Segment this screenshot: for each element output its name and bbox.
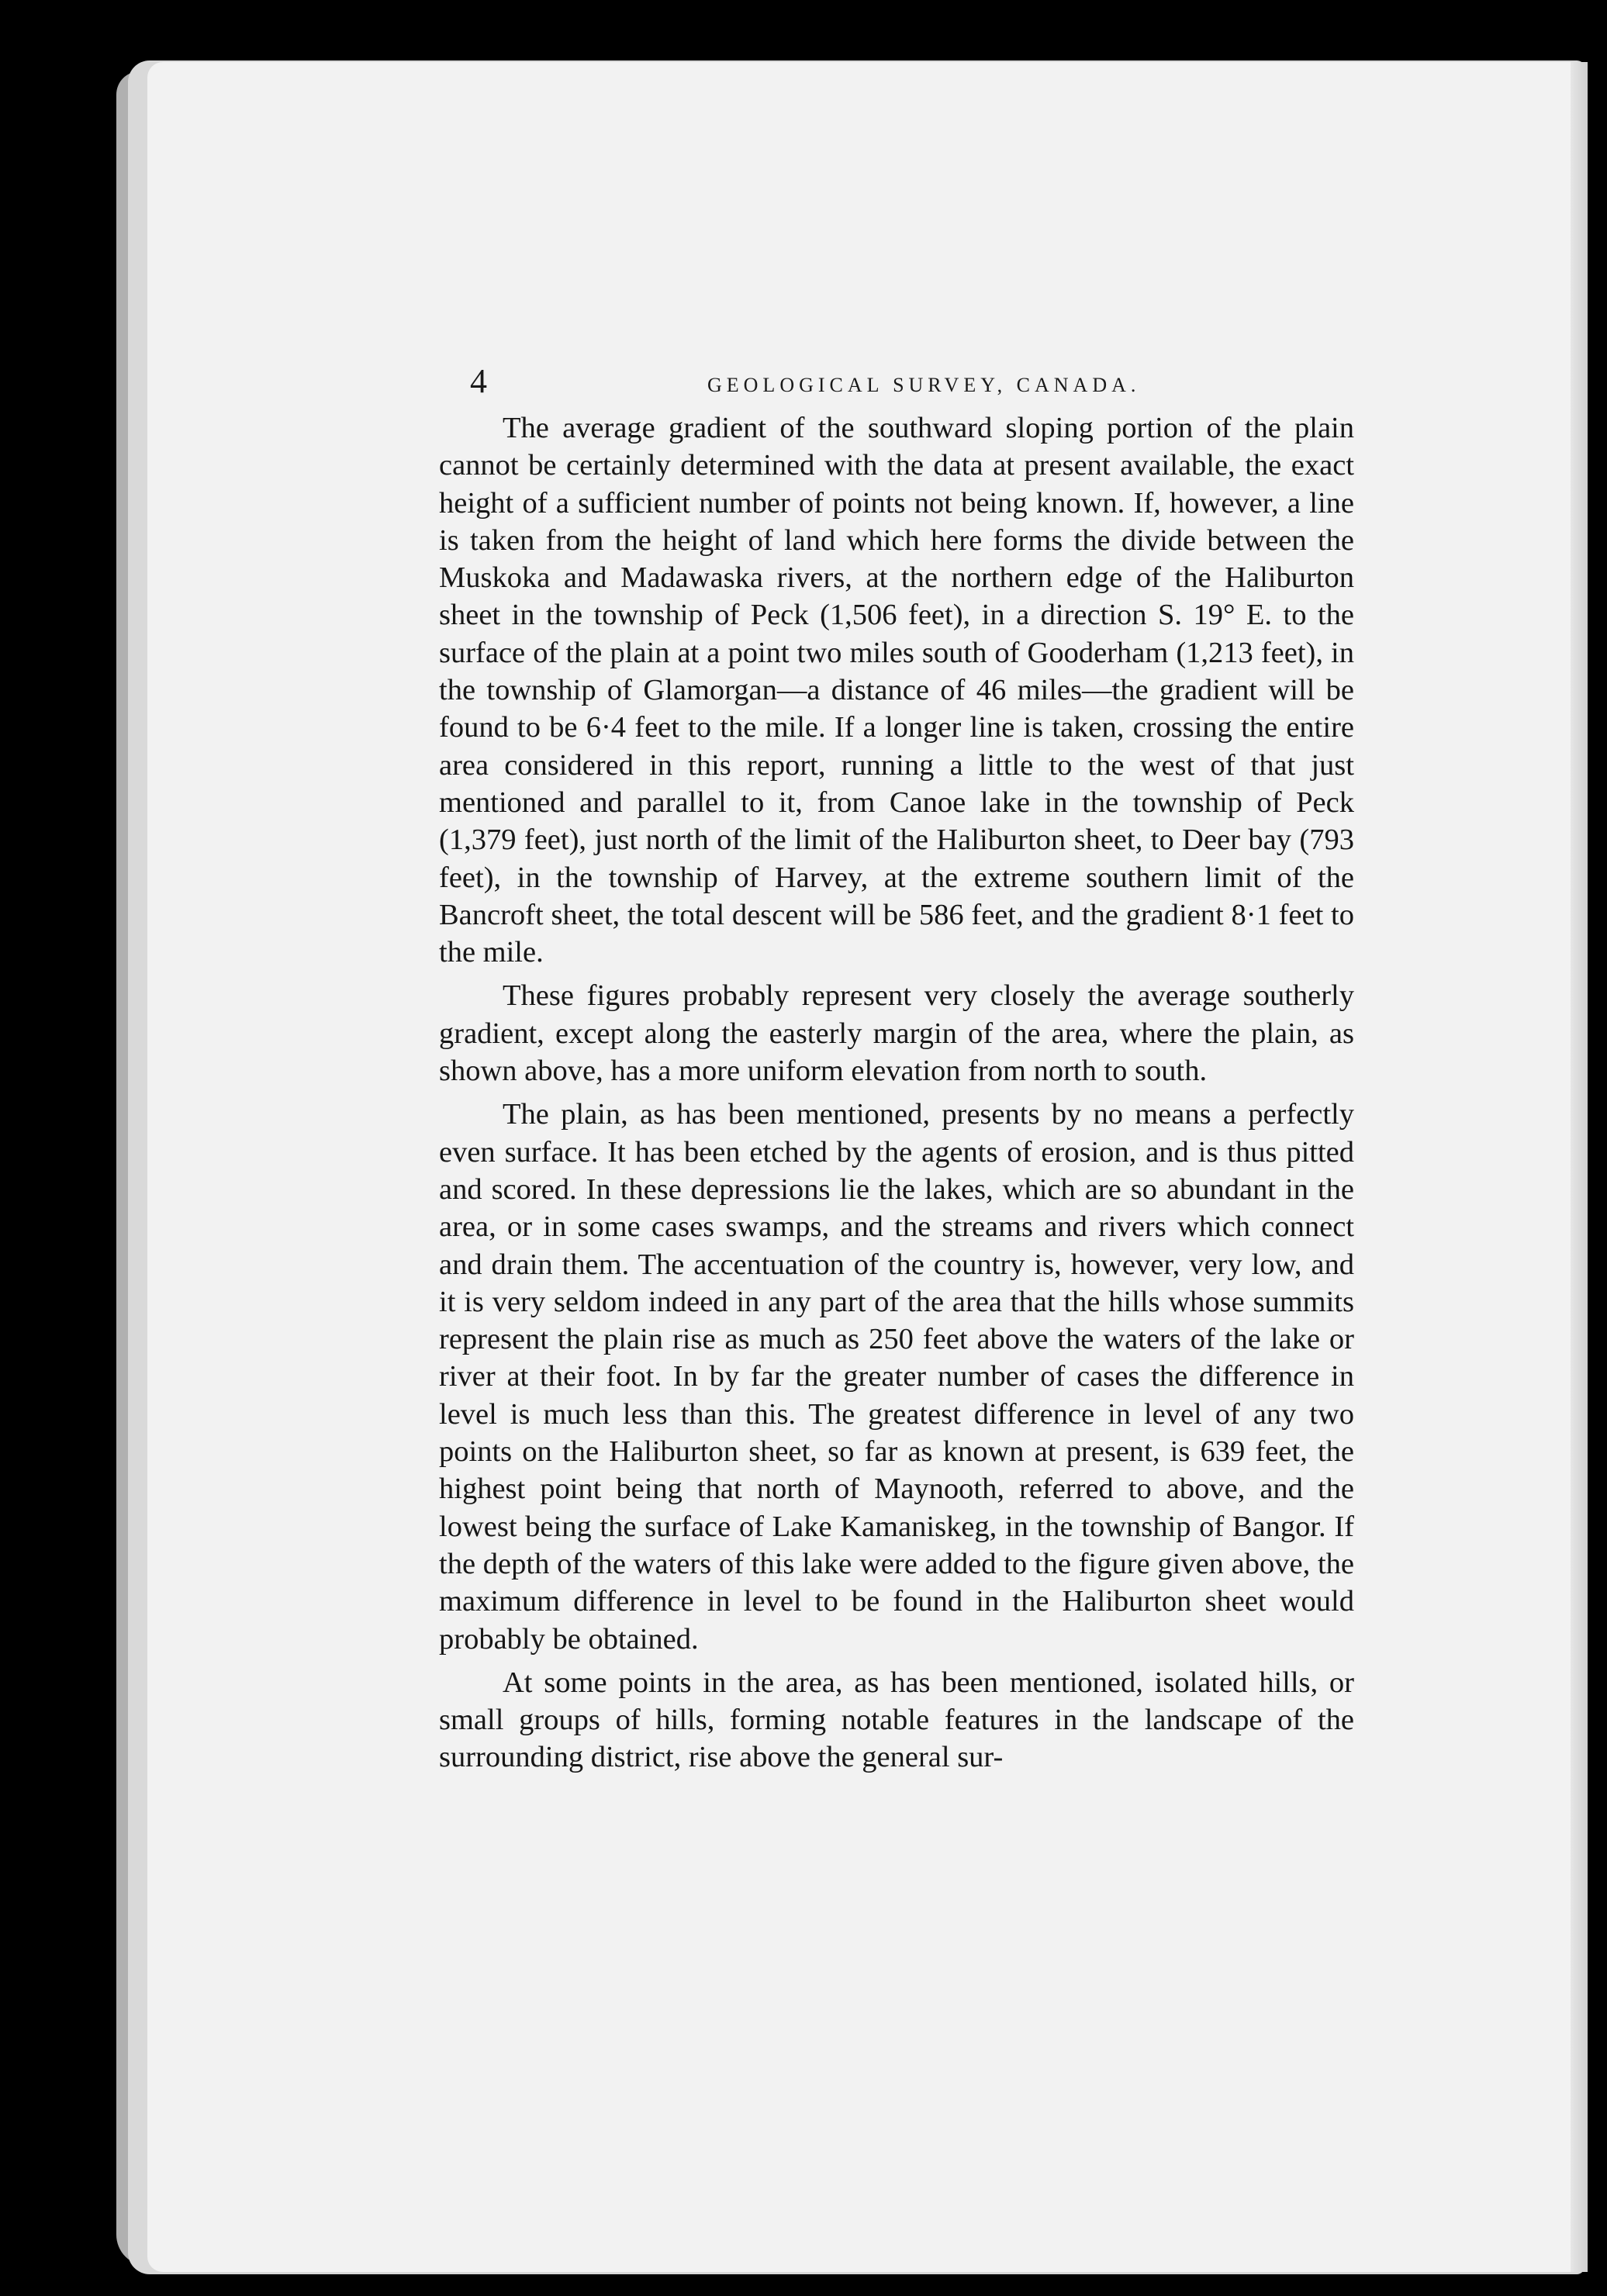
paragraph: At some points in the area, as has been mentioned, isolated hills, or small groups of hills, forming notable features in the landscape of the surrounding district, rise above the general sur- [439,1666,1354,1774]
page-header [470,361,1354,408]
paragraph: These figures probably represent very closely the average southerly gradient, except along the easterly margin of the area, where the plain, as shown above, has a more uniform elevation from north to south. [439,979,1354,1088]
body-text [439,409,1354,1783]
paragraph: The average gradient of the southward sloping portion of the plain cannot be certainly determined with the data at present available, the exact height of a sufficient number of points not being known. If, however, a line is taken from the height of land which here forms the divide between the Muskoka and Madawaska rivers, at the northern edge of the Haliburton sheet in the township of Peck (1,506 feet), in a direction S. 19° E. to the surface of the plain at a point two miles south of Gooderham (1,213 feet), in the township of Glamorgan—a distance of 46 miles—the gradient will be found to be 6·4 feet to the mile. If a longer line is taken, crossing the entire area considered in this report, running a little to the west of that just mentioned and parallel to it, from Canoe lake in the township of Peck (1,379 feet), just north of the limit of the Haliburton sheet, to Deer bay (793 feet), in the township of Harvey, at the extreme southern limit of the Bancroft sheet, the total descent will be 586 feet, and the gradient 8·1 feet to the mile. [439,412,1354,969]
running-head: GEOLOGICAL SURVEY, CANADA. [707,374,1141,396]
paragraph: The plain, as has been mentioned, presents by no means a perfectly even surface. It has been etched by the agents of erosion, and is thus pitted and scored. In these depressions lie the lakes, which are so abundant in the area, or in some cases swamps, and the streams and rivers which connect and drain them. The accentuation of the country is, however, very low, and it is very seldom indeed in any part of the area that the hills whose summits represent the plain rise as much as 250 feet above the waters of the lake or river at their foot. In by far the greater number of cases the difference in level is much less than this. The greatest difference in level of any two points on the Haliburton sheet, so far as known at present, is 639 feet, the highest point being that north of Maynooth, referred to above, and the lowest being the surface of Lake Kamaniskeg, in the township of Bangor. If the depth of the waters of this lake were added to the figure given above, the maximum difference in level to be found in the Haliburton sheet would probably be obtained. [439,1098,1354,1656]
page-fold-shadow [1571,62,1588,2272]
page-number: 4 [470,362,487,400]
